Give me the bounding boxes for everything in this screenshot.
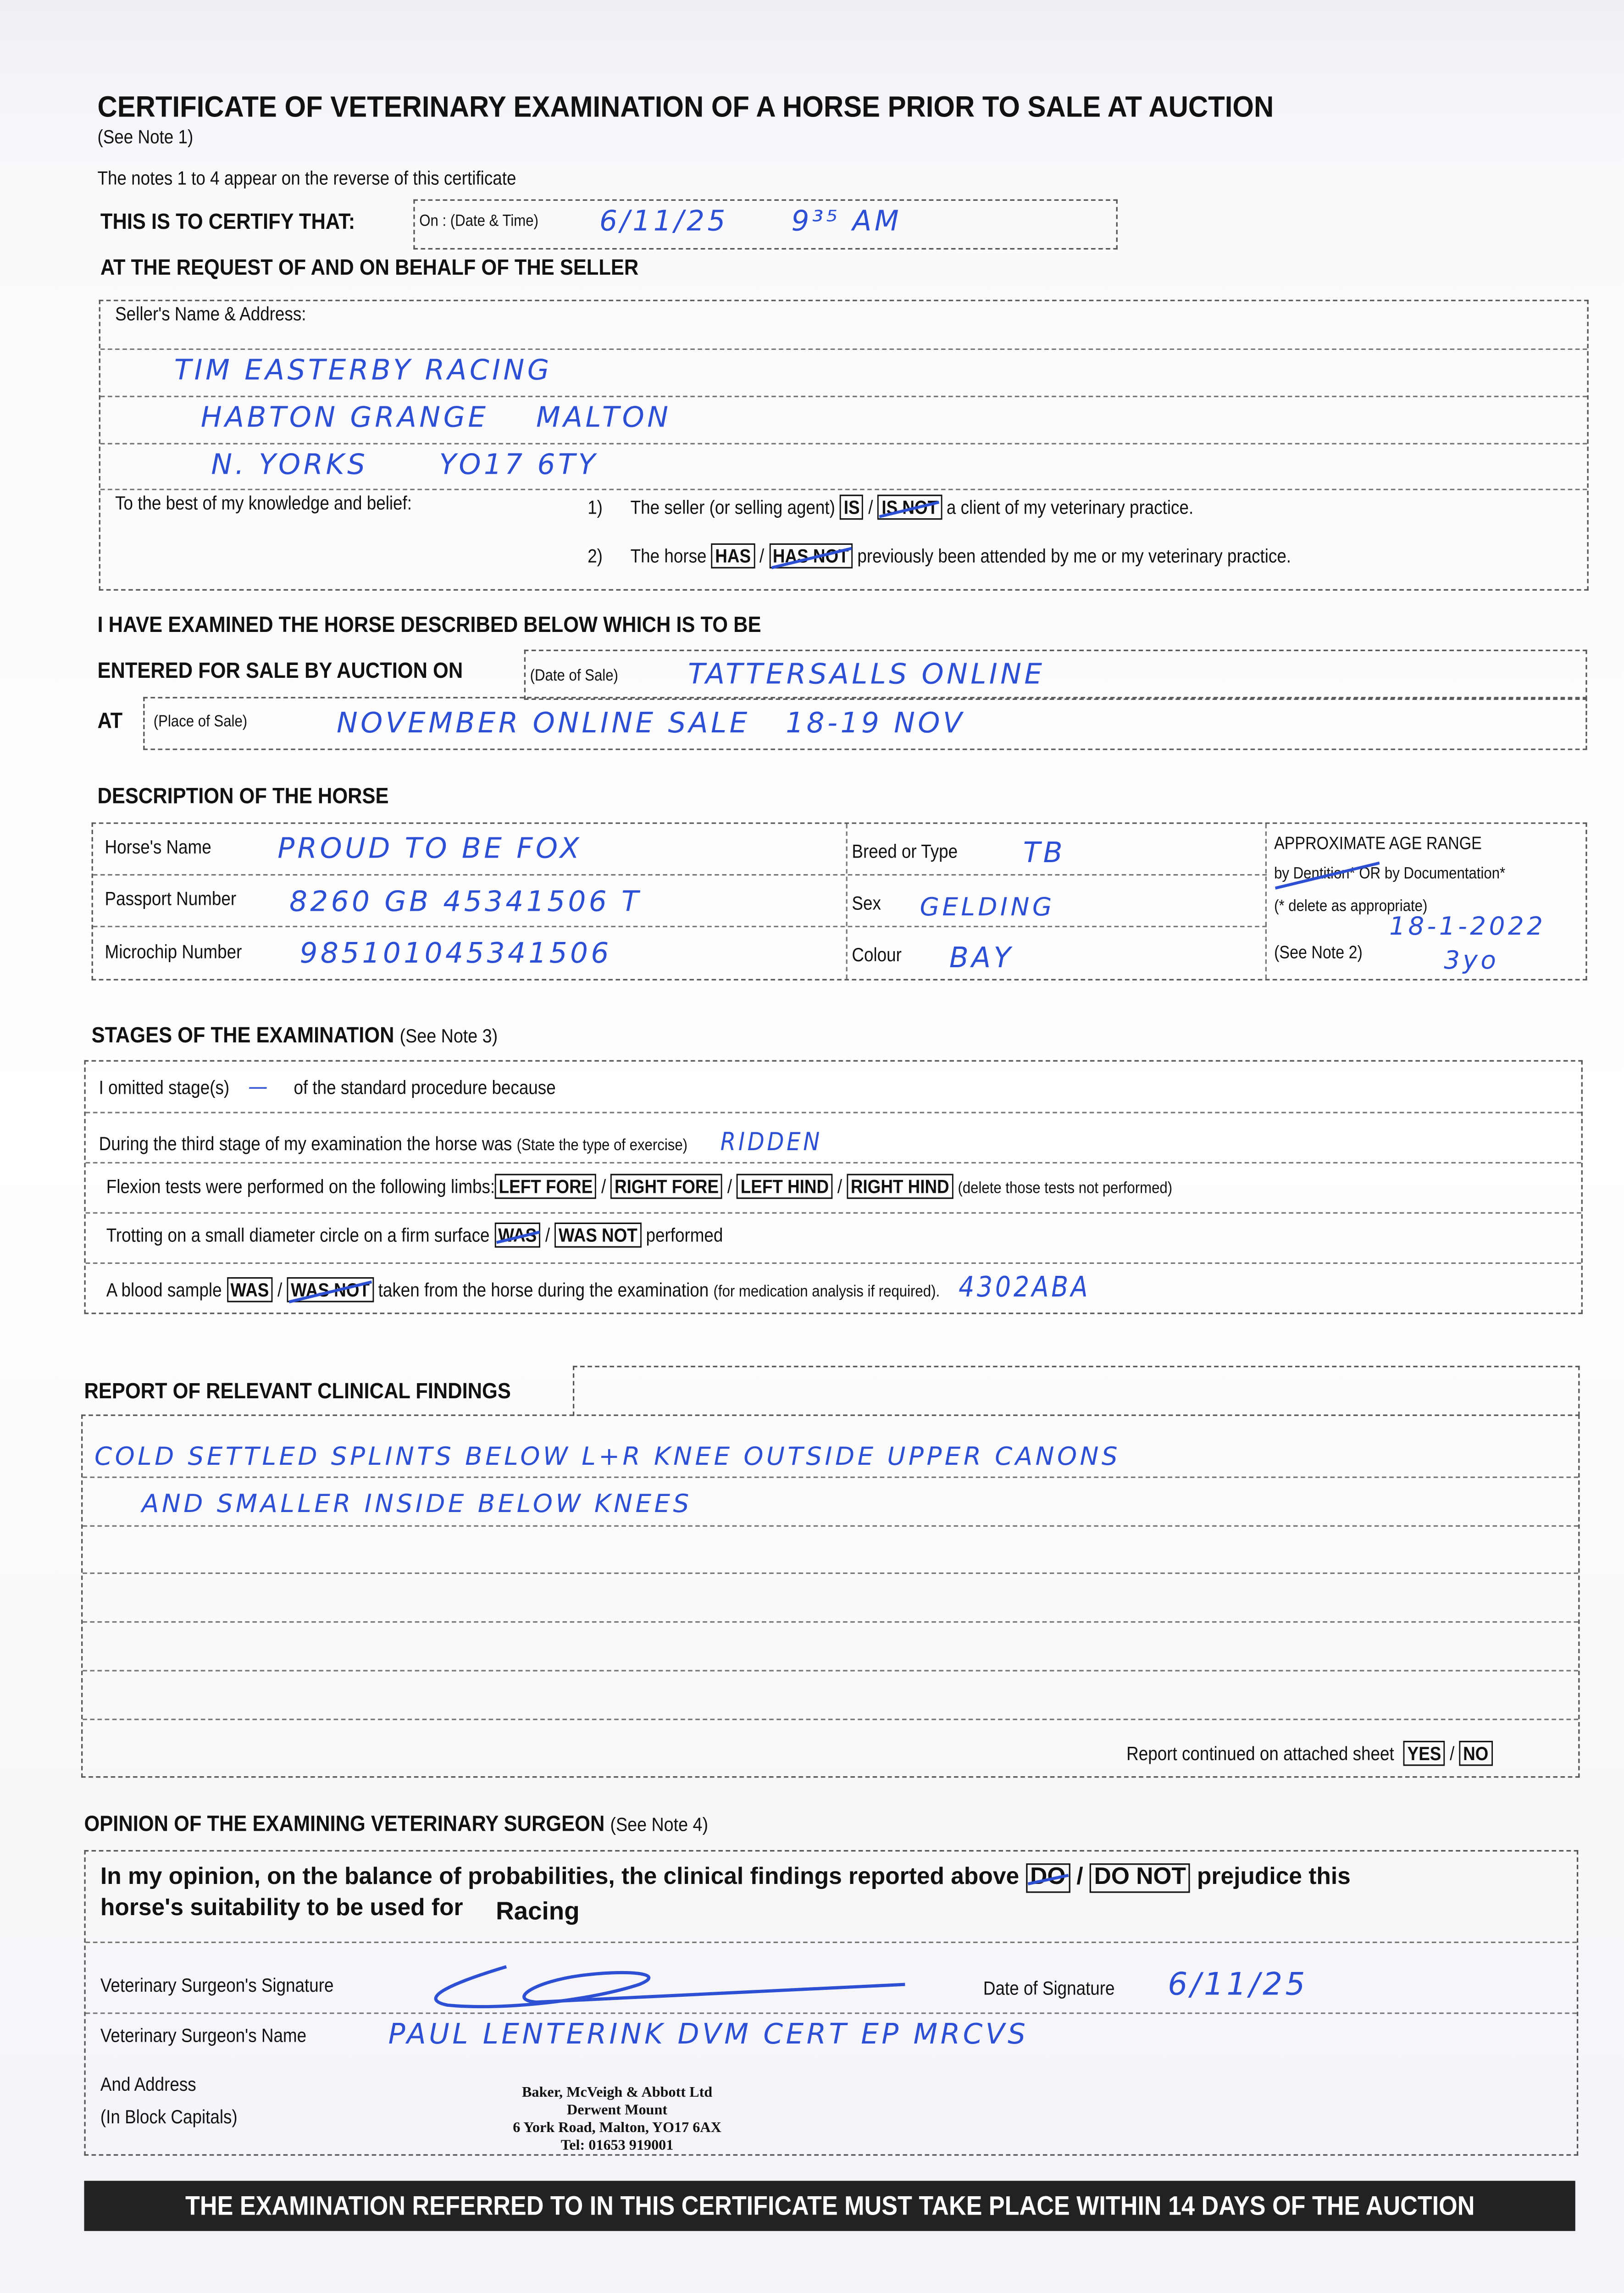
footer-banner: THE EXAMINATION REFERRED TO IN THIS CERTIFICATE MUST TAKE PLACE WITHIN 14 DAYS OF THE AUCTION — [84, 2181, 1575, 2231]
place-of-sale-field[interactable] — [143, 697, 1587, 750]
sale-heading: ENTERED FOR SALE BY AUCTION ON — [97, 658, 463, 684]
has-option[interactable]: HAS — [711, 543, 755, 569]
see-note-1: (See Note 1) — [97, 125, 194, 148]
do-not-option[interactable]: DO NOT — [1090, 1863, 1191, 1893]
limb-left-hind[interactable]: LEFT HIND — [737, 1174, 832, 1199]
limb-left-fore[interactable]: LEFT FORE — [495, 1174, 597, 1199]
statement-2: 2) The horse HAS / HAS NOT previously been attended by me or my veterinary practice. — [588, 543, 1291, 569]
blood-sample-id: 4302ABA — [959, 1271, 1091, 1304]
blood-was-not-option[interactable]: WAS NOT — [287, 1277, 374, 1302]
is-not-option[interactable]: IS NOT — [878, 495, 942, 520]
date-time-field[interactable] — [413, 199, 1118, 249]
surgeon-name: PAUL LENTERINK DVM CERT EP MRCVS — [388, 2018, 1029, 2051]
age-years: 3yo — [1444, 946, 1499, 976]
limb-right-hind[interactable]: RIGHT HIND — [847, 1174, 953, 1199]
page-title: CERTIFICATE OF VETERINARY EXAMINATION OF A HORSE PRIOR TO SALE AT AUCTION — [97, 91, 1274, 124]
date-of-signature: 6/11/25 — [1168, 1966, 1308, 2002]
notes-line: The notes 1 to 4 appear on the reverse of this certificate — [97, 166, 516, 189]
on-label: On : (Date & Time) — [419, 212, 539, 231]
delete-note: (* delete as appropriate) — [1274, 897, 1428, 916]
exam-time: 9³⁵ AM — [791, 205, 902, 238]
date-of-sale-field[interactable] — [524, 650, 1587, 700]
seller-address-1: HABTON GRANGE MALTON — [200, 401, 671, 434]
purpose-value: Racing — [496, 1897, 580, 1926]
is-option[interactable]: IS — [840, 495, 864, 520]
age-heading: APPROXIMATE AGE RANGE — [1274, 832, 1482, 853]
date-of-sale-label: (Date of Sale) — [530, 667, 618, 685]
microchip-number: 985101045341506 — [299, 937, 612, 970]
horse-name: PROUD TO BE FOX — [277, 832, 582, 865]
report-area[interactable] — [81, 1414, 1580, 1778]
place-of-sale-value: NOVEMBER ONLINE SALE 18-19 NOV — [336, 707, 965, 740]
finding-line-1: COLD SETTLED SPLINTS BELOW L+R KNEE OUTSIDE UPPER CANONS — [94, 1442, 1121, 1472]
signature-label: Veterinary Surgeon's Signature — [100, 1974, 334, 1996]
sex-label: Sex — [852, 892, 881, 914]
seller-section — [99, 300, 1589, 591]
surgeon-name-label: Veterinary Surgeon's Name — [100, 2024, 307, 2047]
breed-value: TB — [1023, 837, 1066, 870]
examined-heading: I HAVE EXAMINED THE HORSE DESCRIBED BELOW WHICH IS TO BE — [97, 613, 761, 638]
third-stage-row: During the third stage of my examination the horse was (State the type of exercise) RIDDEN — [99, 1128, 822, 1158]
continued-yes[interactable]: YES — [1403, 1741, 1445, 1766]
blood-was-option[interactable]: WAS — [227, 1277, 273, 1302]
stages-section — [84, 1060, 1582, 1314]
statement-1: 1) The seller (or selling agent) IS / IS NOT a client of my veterinary practice. — [588, 495, 1193, 520]
date-of-birth: 18-1-2022 — [1389, 912, 1546, 942]
description-table — [92, 822, 1587, 980]
omitted-row: I omitted stage(s) — of the standard procedure because — [99, 1073, 556, 1100]
microchip-label: Microchip Number — [105, 940, 242, 963]
report-header-cell — [573, 1366, 1580, 1416]
request-heading: AT THE REQUEST OF AND ON BEHALF OF THE SELLER — [100, 255, 639, 281]
date-of-sale-value: TATTERSALLS ONLINE — [688, 658, 1045, 691]
continued-no[interactable]: NO — [1459, 1741, 1492, 1766]
age-by-line: by Dentition* OR by Documentation* — [1274, 865, 1506, 883]
opinion-text-2: horse's suitability to be used for Racing — [100, 1895, 580, 1926]
trotting-row: Trotting on a small diameter circle on a firm surface WAS / WAS NOT performed — [106, 1223, 723, 1248]
opinion-section — [84, 1850, 1578, 2155]
at-label: AT — [97, 709, 123, 734]
practice-stamp: Baker, McVeigh & Abbott Ltd Derwent Mount 6 York Road, Malton, YO17 6AX Tel: 01653 919001 — [513, 2085, 721, 2155]
report-continued: Report continued on attached sheet YES / NO — [1126, 1741, 1492, 1766]
opinion-text: In my opinion, on the balance of probabilities, the clinical findings reported above DO / DO NOT prejudice this — [100, 1863, 1351, 1893]
limb-right-fore[interactable]: RIGHT FORE — [610, 1174, 722, 1199]
passport-number: 8260 GB 45341506 T — [289, 886, 642, 919]
passport-label: Passport Number — [105, 887, 237, 910]
block-capitals-label: (In Block Capitals) — [100, 2105, 238, 2128]
trot-was-option[interactable]: WAS — [494, 1223, 541, 1248]
certify-label: THIS IS TO CERTIFY THAT: — [100, 210, 355, 235]
belief-label: To the best of my knowledge and belief: — [115, 492, 412, 514]
see-note-2: (See Note 2) — [1274, 942, 1363, 963]
colour-value: BAY — [949, 942, 1014, 975]
seller-address-2: N. YORKS YO17 6TY — [211, 449, 599, 482]
stages-heading: STAGES OF THE EXAMINATION (See Note 3) — [91, 1023, 498, 1048]
do-option[interactable]: DO — [1025, 1863, 1070, 1893]
seller-name: TIM EASTERBY RACING — [174, 354, 552, 387]
description-heading: DESCRIPTION OF THE HORSE — [97, 784, 389, 809]
blood-row: A blood sample WAS / WAS NOT taken from the horse during the examination (for medication analysis if required). 4302ABA — [106, 1271, 1091, 1304]
horse-name-label: Horse's Name — [105, 836, 211, 858]
place-of-sale-label: (Place of Sale) — [153, 713, 248, 731]
report-heading: REPORT OF RELEVANT CLINICAL FINDINGS — [84, 1379, 511, 1404]
flexion-row: Flexion tests were performed on the following limbs: LEFT FORE / RIGHT FORE / LEFT HIND / RIGHT HIND (delete those tests not performed) — [106, 1174, 1172, 1199]
sex-value: GELDING — [920, 893, 1055, 923]
exam-date: 6/11/25 — [599, 205, 728, 238]
colour-label: Colour — [852, 943, 902, 966]
date-of-signature-label: Date of Signature — [983, 1977, 1115, 1999]
signature-image — [418, 1955, 920, 2014]
seller-label: Seller's Name & Address: — [115, 303, 306, 325]
trot-was-not-option[interactable]: WAS NOT — [554, 1223, 641, 1248]
finding-line-2: AND SMALLER INSIDE BELOW KNEES — [142, 1490, 692, 1519]
opinion-heading: OPINION OF THE EXAMINING VETERINARY SURGEON (See Note 4) — [84, 1811, 708, 1837]
address-label: And Address — [100, 2073, 196, 2095]
has-not-option[interactable]: HAS NOT — [769, 543, 853, 569]
breed-label: Breed or Type — [852, 840, 958, 863]
